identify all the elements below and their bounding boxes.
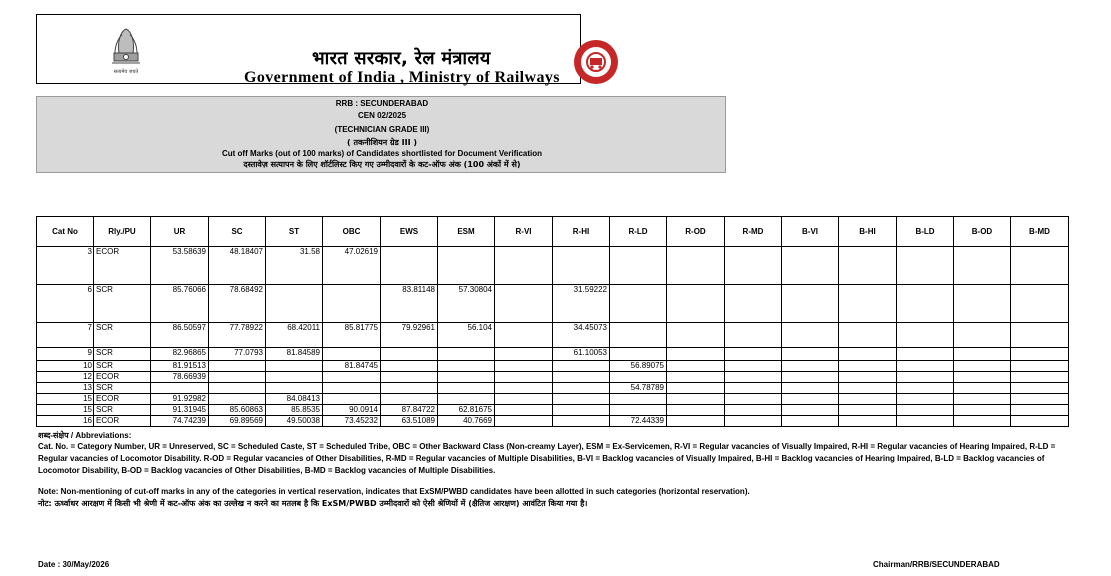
table-cell [954, 247, 1011, 285]
table-cell [725, 348, 782, 361]
table-cell: 12 [37, 372, 94, 383]
signatory: Chairman/RRB/SECUNDERABAD [873, 560, 1000, 569]
column-header: R-VI [495, 217, 553, 247]
table-cell: 86.50597 [151, 323, 209, 348]
table-cell: 31.58 [266, 247, 323, 285]
emblem-motto: सत्यमेव जयते [113, 69, 139, 75]
table-cell: 9 [37, 348, 94, 361]
table-cell [782, 394, 839, 405]
table-cell: 61.10053 [553, 348, 610, 361]
table-cell: 3 [37, 247, 94, 285]
table-cell: SCR [94, 405, 151, 416]
indian-railways-logo-icon [572, 38, 620, 86]
table-cell [897, 383, 954, 394]
column-header: ST [266, 217, 323, 247]
column-header: B-VI [782, 217, 839, 247]
table-row [37, 416, 1069, 427]
table-cell [209, 361, 266, 372]
table-cell [266, 285, 323, 323]
table-cell [954, 416, 1011, 427]
table-cell [438, 383, 495, 394]
table-cell [495, 405, 553, 416]
table-cell [495, 394, 553, 405]
table-cell: 81.84589 [266, 348, 323, 361]
table-cell [839, 247, 897, 285]
table-cell: 79.92961 [381, 323, 438, 348]
table-cell [209, 394, 266, 405]
table-cell [1011, 247, 1069, 285]
hindi-title: भारत सरकार, रेल मंत्रालय [312, 48, 491, 69]
table-cell [954, 383, 1011, 394]
table-cell [1011, 416, 1069, 427]
table-cell: 85.81775 [323, 323, 381, 348]
table-cell: 47.02619 [323, 247, 381, 285]
table-cell [495, 416, 553, 427]
table-cell: 77.78922 [209, 323, 266, 348]
table-cell: 48.18407 [209, 247, 266, 285]
table-cell [323, 383, 381, 394]
table-cell [381, 348, 438, 361]
table-cell [1011, 383, 1069, 394]
table-cell [667, 348, 725, 361]
table-cell: 78.68492 [209, 285, 266, 323]
column-header: Cat No [37, 217, 94, 247]
table-cell: 53.58639 [151, 247, 209, 285]
table-cell: 7 [37, 323, 94, 348]
table-cell [897, 416, 954, 427]
table-cell: 78.66939 [151, 372, 209, 383]
table-cell: 49.50038 [266, 416, 323, 427]
table-cell [725, 323, 782, 348]
table-cell: 63.51089 [381, 416, 438, 427]
table-cell [667, 323, 725, 348]
table-row [37, 285, 1069, 323]
header-banner [36, 14, 581, 84]
rrb-name: RRB : SECUNDERABAD [335, 99, 429, 108]
table-cell [897, 285, 954, 323]
table-cell [1011, 372, 1069, 383]
table-cell [610, 348, 667, 361]
table-cell [610, 247, 667, 285]
table-row [37, 405, 1069, 416]
table-cell [553, 383, 610, 394]
table-cell: 91.31945 [151, 405, 209, 416]
table-row [37, 323, 1069, 348]
table-cell [553, 394, 610, 405]
table-cell [266, 383, 323, 394]
table-cell [1011, 361, 1069, 372]
table-cell [610, 405, 667, 416]
column-header: B-MD [1011, 217, 1069, 247]
table-cell [725, 383, 782, 394]
table-cell: 54.78789 [610, 383, 667, 394]
table-cell [1011, 285, 1069, 323]
abbreviations-title: शब्द-संक्षेप / Abbreviations: [38, 431, 132, 440]
table-cell [323, 285, 381, 323]
table-cell [1011, 348, 1069, 361]
table-cell: 84.08413 [266, 394, 323, 405]
column-header: B-LD [897, 217, 954, 247]
abbreviations-text: Cat. No. = Category Number, UR = Unreserved, SC = Scheduled Caste, ST = Scheduled Tribe, OBC = Other Backward Class (Non-creamy Layer), ESM = Ex-Servicemen, R-VI = Regular vacancies of Visually Impaired, R-HI = Regular vacancies of Hearing Impaired, R-LD = Regular vacancies of Locomotor Disability. R-OD = Regular vacancies of Other Disabilities, R-MD = Regular vacancies of Multiple Disabilities, B-VI = Backlog vacancies of Visually Impaired, B-HI = Backlog vacancies of Hearing Impaired, B-LD = Backlog vacancies of Locomotor Disability, B-OD = Backlog vacancies of Other Disabilities, B-MD = Backlog vacancies of Multiple Disabilities. [38, 442, 1056, 475]
table-cell [266, 361, 323, 372]
table-cell: 16 [37, 416, 94, 427]
table-cell: 83.81148 [381, 285, 438, 323]
table-cell [381, 247, 438, 285]
table-cell [1011, 405, 1069, 416]
column-header: OBC [323, 217, 381, 247]
table-cell [610, 394, 667, 405]
table-cell [323, 348, 381, 361]
table-cell: 6 [37, 285, 94, 323]
table-cell [725, 361, 782, 372]
table-cell [495, 247, 553, 285]
table-cell [954, 285, 1011, 323]
table-cell [610, 323, 667, 348]
table-cell [610, 285, 667, 323]
column-header: R-LD [610, 217, 667, 247]
table-row [37, 394, 1069, 405]
table-cell: 72.44339 [610, 416, 667, 427]
table-cell: ECOR [94, 416, 151, 427]
table-cell [839, 361, 897, 372]
table-row [37, 361, 1069, 372]
table-cell [897, 348, 954, 361]
table-cell: 91.92982 [151, 394, 209, 405]
table-cell: 81.84745 [323, 361, 381, 372]
table-cell [897, 323, 954, 348]
table-cell [610, 372, 667, 383]
issue-date: Date : 30/May/2026 [38, 560, 110, 569]
english-title: Government of India , Ministry of Railways [244, 69, 560, 86]
national-emblem-icon [107, 23, 145, 79]
table-cell: 85.76066 [151, 285, 209, 323]
table-cell: 81.91513 [151, 361, 209, 372]
table-cell [151, 383, 209, 394]
table-cell [782, 361, 839, 372]
table-cell: 73.45232 [323, 416, 381, 427]
column-header: SC [209, 217, 266, 247]
exam-info-box [36, 96, 726, 173]
table-cell [667, 361, 725, 372]
table-cell [1011, 323, 1069, 348]
column-header: R-MD [725, 217, 782, 247]
table-cell [667, 394, 725, 405]
table-cell [438, 394, 495, 405]
table-row [37, 383, 1069, 394]
table-cell [323, 394, 381, 405]
table-cell: ECOR [94, 394, 151, 405]
table-cell [782, 416, 839, 427]
table-cell [839, 394, 897, 405]
table-cell [782, 247, 839, 285]
table-cell [1011, 394, 1069, 405]
table-cell [553, 372, 610, 383]
table-cell: 77.0793 [209, 348, 266, 361]
table-cell [553, 416, 610, 427]
table-cell [495, 361, 553, 372]
table-cell: 15 [37, 405, 94, 416]
table-cell [839, 372, 897, 383]
cutoff-description-hindi: दस्तावेज़ सत्यापन के लिए शॉर्टलिस्ट किए गए उम्मीदवारों के कट-ऑफ अंक (100 अंकों में से) [243, 160, 521, 169]
table-cell [954, 394, 1011, 405]
table-cell [839, 416, 897, 427]
table-cell: ECOR [94, 372, 151, 383]
table-cell [839, 405, 897, 416]
table-row [37, 348, 1069, 361]
table-cell [725, 405, 782, 416]
table-cell [725, 285, 782, 323]
table-cell: 69.89569 [209, 416, 266, 427]
table-cell [209, 383, 266, 394]
table-cell [495, 285, 553, 323]
column-header: UR [151, 217, 209, 247]
table-cell [381, 383, 438, 394]
table-cell [782, 372, 839, 383]
column-header: B-OD [954, 217, 1011, 247]
table-cell: 85.60863 [209, 405, 266, 416]
table-cell: 56.89075 [610, 361, 667, 372]
table-cell [954, 348, 1011, 361]
table-cell: 87.84722 [381, 405, 438, 416]
note-english: Note: Non-mentioning of cut-off marks in any of the categories in vertical reservation, indicates that ExSM/PWBD candidates have been allotted in such categories (horizontal reservation). [38, 487, 750, 496]
table-cell [381, 372, 438, 383]
table-cell [667, 247, 725, 285]
table-cell [667, 416, 725, 427]
table-cell [839, 285, 897, 323]
table-cell [725, 394, 782, 405]
table-cell [954, 323, 1011, 348]
table-cell [381, 361, 438, 372]
table-cell [782, 323, 839, 348]
table-cell [495, 348, 553, 361]
column-header: ESM [438, 217, 495, 247]
table-cell: 40.7669 [438, 416, 495, 427]
table-cell: 62.81675 [438, 405, 495, 416]
table-cell [839, 383, 897, 394]
column-header: B-HI [839, 217, 897, 247]
column-header: R-OD [667, 217, 725, 247]
table-cell: SCR [94, 361, 151, 372]
table-cell [839, 348, 897, 361]
table-cell [897, 405, 954, 416]
table-cell: SCR [94, 285, 151, 323]
table-cell: 57.30804 [438, 285, 495, 323]
table-cell: 56.104 [438, 323, 495, 348]
table-cell [266, 372, 323, 383]
table-cell [897, 394, 954, 405]
table-cell [782, 405, 839, 416]
table-cell: 82.96865 [151, 348, 209, 361]
cutoff-description: Cut off Marks (out of 100 marks) of Candidates shortlisted for Document Verification [221, 149, 543, 158]
column-header: EWS [381, 217, 438, 247]
table-cell: 74.74239 [151, 416, 209, 427]
table-cell [438, 348, 495, 361]
cutoff-marks-table [36, 216, 1069, 427]
table-cell: 31.59222 [553, 285, 610, 323]
table-cell [553, 247, 610, 285]
table-cell [495, 372, 553, 383]
table-cell [553, 405, 610, 416]
table-cell: 15 [37, 394, 94, 405]
table-cell [381, 394, 438, 405]
table-cell [954, 372, 1011, 383]
table-cell [897, 247, 954, 285]
table-cell [782, 383, 839, 394]
column-header: R-HI [553, 217, 610, 247]
table-cell: 90.0914 [323, 405, 381, 416]
table-cell: SCR [94, 323, 151, 348]
table-cell [495, 383, 553, 394]
table-cell: 10 [37, 361, 94, 372]
table-cell [897, 372, 954, 383]
table-cell: SCR [94, 348, 151, 361]
table-cell [725, 416, 782, 427]
post-name: (TECHNICIAN GRADE III) [334, 125, 430, 134]
note-hindi: नोट: ऊर्ध्वाधर आरक्षण में किसी भी श्रेणी में कट-ऑफ अंक का उल्लेख न करने का मतलब है कि ExSM/PWBD उम्मीदवारों को ऐसी श्रेणियों में (क्षैतिज आरक्षण) आवंटित किया गया है। [38, 499, 588, 508]
post-name-hindi: ( तकनीशियन ग्रेड III ) [347, 138, 417, 147]
table-cell [553, 361, 610, 372]
table-cell [209, 372, 266, 383]
table-cell [495, 323, 553, 348]
cen-number: CEN 02/2025 [357, 111, 407, 120]
table-cell: 85.8535 [266, 405, 323, 416]
table-cell: 13 [37, 383, 94, 394]
table-row [37, 372, 1069, 383]
table-cell [438, 361, 495, 372]
table-cell [438, 372, 495, 383]
table-cell: 34.45073 [553, 323, 610, 348]
table-cell [782, 348, 839, 361]
table-cell [954, 405, 1011, 416]
table-cell [667, 383, 725, 394]
table-cell [725, 247, 782, 285]
table-cell [897, 361, 954, 372]
table-cell [782, 285, 839, 323]
table-header-row [37, 217, 1069, 247]
table-row [37, 247, 1069, 285]
table-cell: SCR [94, 383, 151, 394]
table-cell [839, 323, 897, 348]
table-cell [438, 247, 495, 285]
table-cell: 68.42011 [266, 323, 323, 348]
column-header: Rly./PU [94, 217, 151, 247]
table-cell: ECOR [94, 247, 151, 285]
table-cell [323, 372, 381, 383]
table-cell [667, 285, 725, 323]
table-cell [954, 361, 1011, 372]
table-cell [725, 372, 782, 383]
table-cell [667, 372, 725, 383]
table-cell [667, 405, 725, 416]
